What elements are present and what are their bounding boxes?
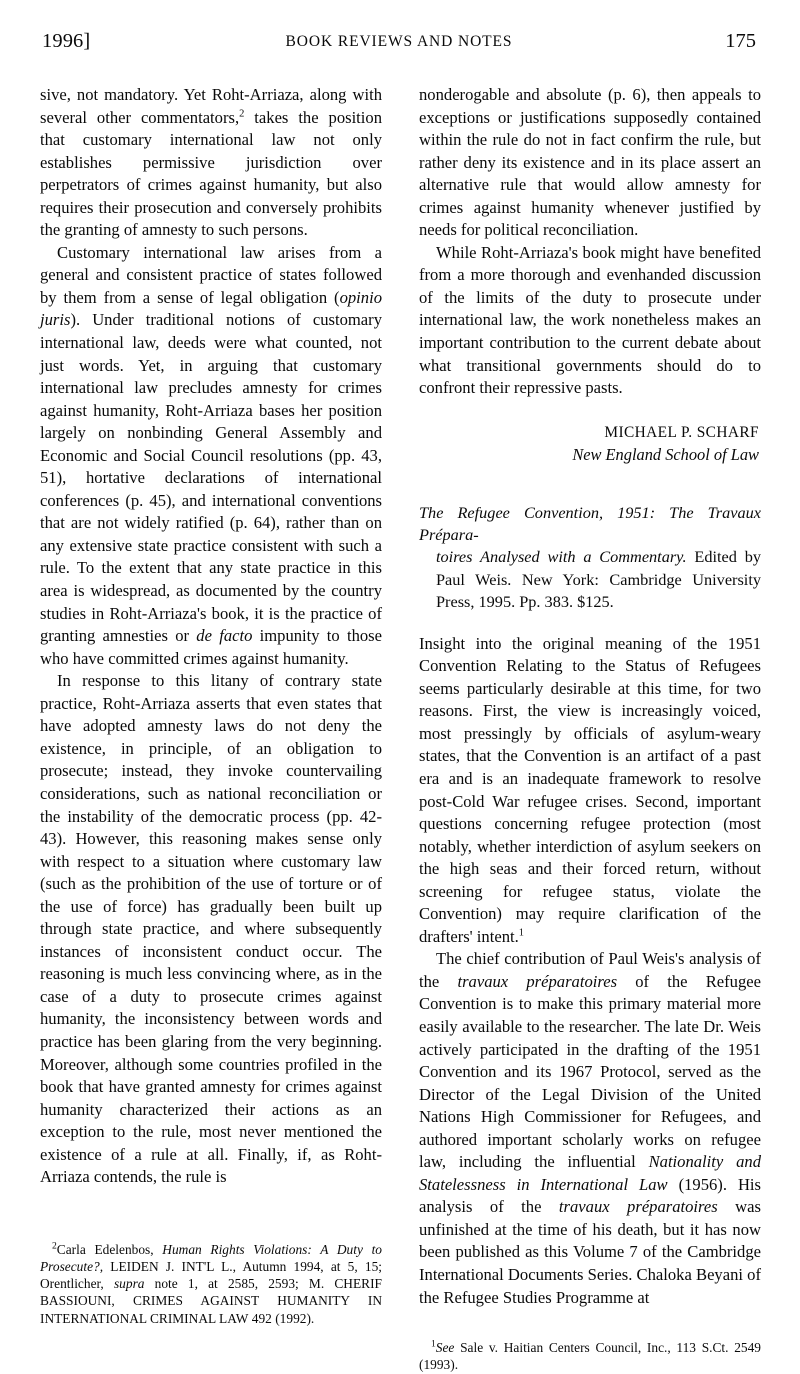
footnote-book-title: RIMES AGAINST HUMANITY IN INTERNATIONAL CRIMINAL LAW: [40, 1293, 382, 1326]
left-column-footnote-area: [40, 1189, 382, 1327]
reviewer-name: MICHAEL P. SCHARF: [604, 423, 759, 441]
footnote-2: $^2$Carla Edelenbos, Human Rights Violations: A Duty to Prosecute?, LEIDEN J. INT'L L., Autumn 1994, at 5, 15; Orentlicher, supra note 1, at 2585, 2593; M. CHERIF BASSIOUNI, CRIMES AGAINST HUMANITY IN INTERNATIONAL CRIMINAL LAW 492 (1992).: [40, 1240, 382, 1326]
book-publication-info: Edited by Paul Weis. New York: Cambridge University Press, 1995. Pp. 383. $125.: [436, 547, 761, 612]
footnote-number: 2: [52, 1240, 57, 1252]
footnote-signal-see: See: [435, 1340, 455, 1356]
paragraph-chief-contribution: The chief contribution of Paul Weis's analysis of the travaux préparatoires of the Refugee Convention is to make this primary material more easily available to the researcher. The late Dr. Weis actively participated in the drafting of the 1951 Convention and its 1967 Protocol, served as the Director of the Legal Division of the United Nations High Commissioner for Refugees, and authored important scholarly works on refugee law, including the influential Nationality and Statelessness in International Law (1956). His analysis of the travaux préparatoires was unfinished at the time of his death, but it has now been published as this Volume 7 of the Cambridge International Documents Series. Chaloka Beyani of the Refugee Studies Programme at: [419, 949, 762, 1307]
book-heading-continuation: [419, 546, 761, 613]
footnote-reference-2[interactable]: 2: [239, 108, 245, 120]
book-title-nationality: Nationality and Statelessness in International Law: [419, 1152, 761, 1194]
paragraph-customary-law: Customary international law arises from a general and consistent practice of states followed by them from a sense of legal obligation (opinio juris). Under traditional notions of customary international law, deeds were what counted, not just words. Yet, in arguing that customary international law precludes amnesty for crimes against humanity, Roht-Arriaza bases her position largely on nonbinding General Assembly and Economic and Social Council resolutions (pp. 43, 51), hortative declarations of international conferences (p. 45), and international conventions that are not widely ratified (p. 64), rather than on any extensive state practice consistent with such a rule. To the extent that any state practice in this area is widespread, as documented by the country studies in Roht-Arriaza's book, it is the practice of granting amnesties or de facto impunity to those who have committed crimes against humanity.: [40, 242, 382, 668]
footnote-supra: supra: [103, 1276, 155, 1292]
running-head-title: BOOK REVIEWS AND NOTES: [285, 33, 513, 50]
footnote-number: 1: [431, 1338, 436, 1350]
footnote-book-author: HERIF BASSIOUNI, C: [40, 1276, 382, 1309]
latin-term-de-facto: de facto: [196, 626, 253, 646]
paragraph-continued: sive, not mandatory. Yet Roht-Arriaza, along with several other commentators,$^2$ takes the position that customary international law not only establishes permissive jurisdiction over perpetrators of crimes against humanity, but also requires their prosecution and conversely prohibits the granting of amnesty to such persons.: [40, 85, 383, 240]
paragraph-nonderogable: nonderogable and absolute (p. 6), then appeals to exceptions or justifications supposedly contained within the rule do not in fact confirm the rule, but rather deny its existence and in its place assert an alternative rule that would allow amnesty for crimes against humanity whenever justified by needs for political reconciliation.: [419, 85, 761, 240]
two-column-body: [40, 84, 762, 1373]
book-title-line-2: toires Analysed with a Commentary.: [436, 547, 687, 567]
footnote-reference-1[interactable]: 1: [518, 927, 524, 939]
running-head: [42, 30, 756, 64]
latin-term-travaux-1: travaux préparatoires: [457, 971, 618, 991]
footnote-journal: LEIDEN J. INT'L L.,: [110, 1259, 236, 1274]
latin-term-travaux-2: travaux préparatoires: [558, 1197, 718, 1217]
paragraph-while-roht-arriaza: While Roht-Arriaza's book might have benefited from a more thorough and evenhanded discussion of the limits of the duty to prosecute under international law, the work nonetheless makes an important contribution to the current debate about what transitional governments should do to confront their repressive pasts.: [419, 242, 761, 398]
right-column: [419, 84, 762, 1373]
left-column: [40, 84, 383, 1326]
paragraph-insight: Insight into the original meaning of the 1951 Convention Relating to the Status of Refugees seems particularly desirable at this time, for two reasons. First, the view is increasingly voiced, most pressingly by officials of asylum-weary states, that the Convention is an artifact of a past era and is an inadequate framework to resolve post-Cold War refugee crises. Second, important questions concerning refugee protection (most notably, whether interdiction of asylum seekers on the high seas and their forced return, without screening for refugee status, violate the Convention) may require clarification of the drafters' intent.$^1$: [419, 633, 761, 946]
reviewer-affiliation: New England School of Law: [572, 444, 759, 464]
paragraph-in-response: In response to this litany of contrary state practice, Roht-Arriaza asserts that even states that have adopted amnesty laws do not deny the existence, in principle, of an obligation to prosecute; instead, they invoke countervailing considerations, such as national reconciliation or the instability of the democratic process (pp. 42-43). However, this reasoning makes sense only with respect to a situation where customary law (such as the prohibition of the use of torture or of the use of force) has gradually been built up through state practice, and where subsequently instances of inconsistent conduct occur. The reasoning is much less convincing where, as in the case of a duty to prosecute crimes against humanity, the inconsistency between words and practice has been glaring from the very beginning. Moreover, although some countries profiled in the book that have granted amnesty for crimes against humanity characterized their actions as an exception to the rule, most never mentioned the existence of a rule at all. Finally, if, as Roht-Arriaza contends, the rule is: [40, 671, 382, 1187]
right-column-footnote-area: [419, 1309, 761, 1373]
running-head-year: 1996]: [42, 30, 91, 52]
footnote-spacer: [40, 1189, 382, 1241]
right-column-body: [419, 84, 761, 1309]
footnote-article-title: Human Rights Violations: A Duty to Prosecute?,: [40, 1241, 382, 1274]
review-signature: [419, 422, 761, 466]
left-column-body: [40, 84, 382, 1189]
footnote-case-citation: Sale v. Haitian Centers Council, Inc., 113 S.Ct. 2549 (1993).: [419, 1340, 761, 1373]
book-heading: [419, 502, 761, 614]
page-number: 175: [725, 30, 756, 52]
book-title-line-1: The Refugee Convention, 1951: The Travaux Prépara-: [419, 502, 761, 545]
footnote-1: [419, 1339, 761, 1373]
latin-term-opinio-juris: opinio juris: [40, 287, 382, 330]
footnote-spacer: [419, 1309, 761, 1339]
